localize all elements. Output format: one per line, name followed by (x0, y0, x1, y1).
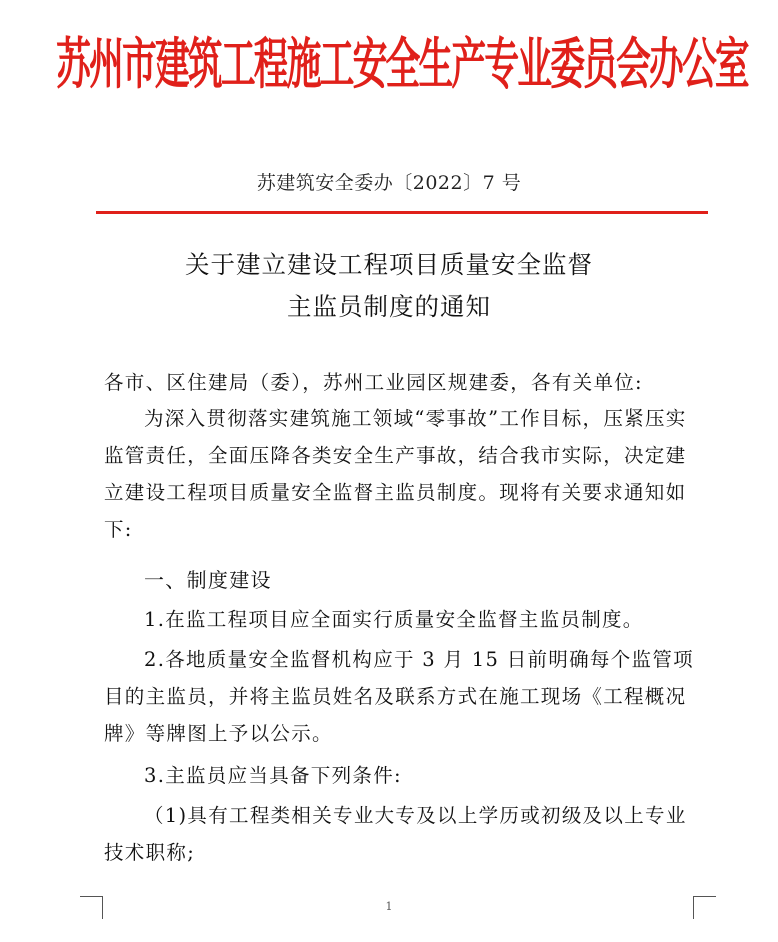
salutation: 各市、区住建局（委），苏州工业园区规建委，各有关单位: (104, 371, 643, 394)
item-3: 3.主监员应当具备下列条件: (144, 764, 402, 787)
notice-title-line-1: 关于建立建设工程项目质量安全监督 (185, 250, 593, 279)
red-divider-line (96, 211, 708, 214)
issuing-office-title: 苏州市建筑工程施工安全生产专业委员会办公室 (56, 32, 748, 96)
item-2: 2.各地质量安全监督机构应于 3 月 15 日前明确每个监管项目的主监员，并将主监员姓名及联系方式在施工现场《工程概况牌》等牌图上予以公示。 (104, 648, 694, 745)
intro-paragraph: 为深入贯彻落实建筑施工领域“零事故”工作目标，压紧压实监管责任，全面压降各类安全生产事故，结合我市实际，决定建立建设工程项目质量安全监督主监员制度。现将有关要求通知如下: (104, 407, 687, 541)
section-1-heading: 一、制度建设 (144, 568, 272, 592)
notice-title-line-2: 主监员制度的通知 (287, 292, 491, 321)
item-3-sub-1: （1)具有工程类相关专业大专及以上学历或初级及以上专业技术职称; (104, 804, 687, 864)
page-number: 1 (385, 900, 393, 913)
document-number: 苏建筑安全委办〔2022〕7 号 (256, 172, 522, 194)
item-1: 1.在监工程项目应全面实行质量安全监督主监员制度。 (144, 608, 644, 631)
